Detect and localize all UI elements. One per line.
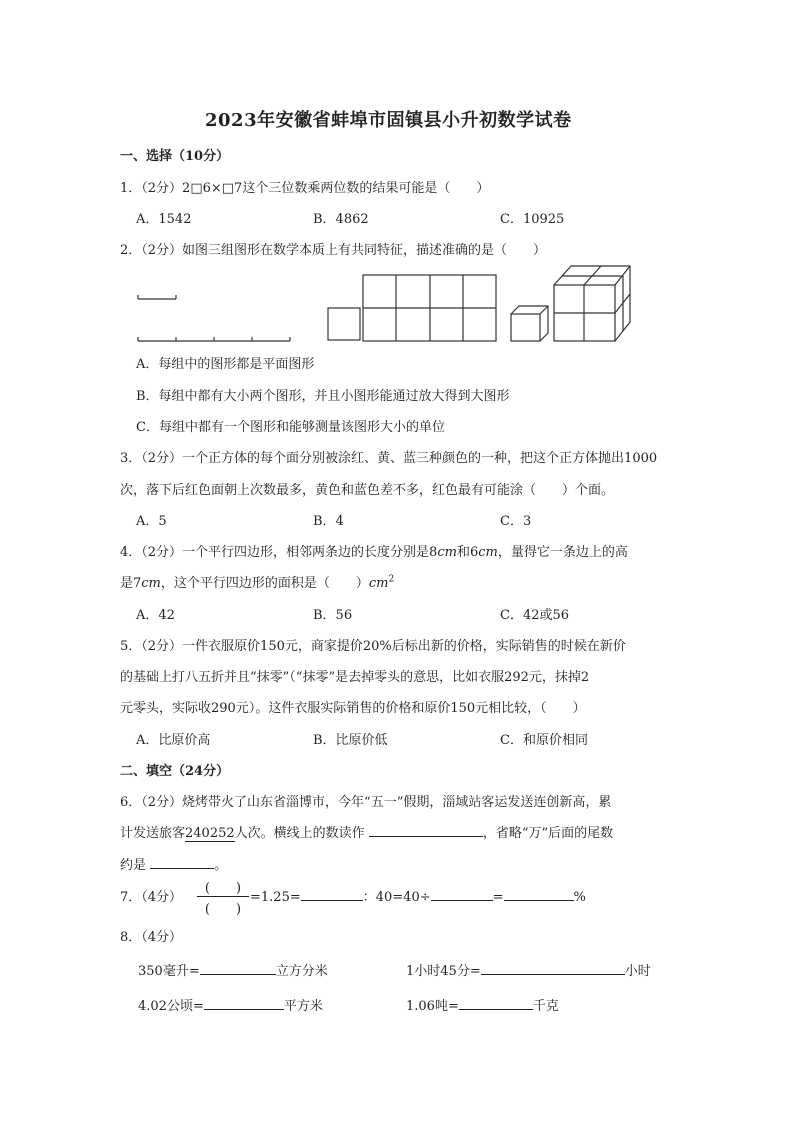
section-heading-fill: 二、填空（24分）: [120, 764, 230, 779]
question-4-line-1: 4．（2分）一个平行四边形，相邻两条边的长度分别是8cm和6cm，量得它一条边上的高: [120, 545, 628, 560]
large-cube-figure: [554, 266, 630, 341]
question-1: 1．（2分）2□6×□7这个三位数乘两位数的结果可能是（ ）: [120, 181, 490, 196]
answer-blank-ratio[interactable]: [301, 886, 363, 901]
answer-blank-approx[interactable]: [150, 854, 214, 869]
question-6-line-3: 约是 。: [120, 854, 227, 873]
q4-option-c: C．42或56: [500, 608, 570, 623]
answer-blank-kg[interactable]: [459, 995, 533, 1010]
q8-item-ml: 350毫升= 立方分米: [138, 960, 328, 979]
square-superscript: 2: [388, 574, 395, 585]
long-ruler-figure: [138, 337, 290, 341]
small-cube-figure: [511, 306, 548, 341]
question-3-line-1: 3．（2分）一个正方体的每个面分别被涂红、黄、蓝三种颜色的一种，把这个正方体抛出1000: [120, 451, 658, 466]
fraction-numerator-blank[interactable]: ( ): [204, 881, 242, 896]
q4-option-a: A．42: [136, 608, 175, 623]
q1-option-a: A．1542: [136, 212, 192, 227]
grid-rectangle-figure: [363, 275, 496, 341]
question-4-line-2: 是7cm，这个平行四边形的面积是（ ）$cm^2$: [120, 574, 395, 591]
question-8-prefix: 8．（4分）: [120, 930, 183, 945]
question-2-figure: [130, 262, 640, 346]
fraction-bar: [197, 896, 249, 897]
unit-cm: cm: [478, 545, 498, 560]
unit-cm: cm: [437, 545, 457, 560]
question-3-line-2: 次，落下后红色面朝上次数最多，黄色和蓝色差不多，红色最有可能涂（ ）个面。: [120, 483, 615, 498]
answer-blank-divisor[interactable]: [431, 886, 493, 901]
q5-option-a: A．比原价高: [136, 733, 211, 748]
question-5-line-1: 5．（2分）一件衣服原价150元，商家提价20%后标出新的价格，实际销售的时候在新价: [120, 639, 626, 654]
answer-blank-percent[interactable]: [504, 886, 574, 901]
answer-blank-hours[interactable]: [481, 960, 625, 975]
page-title: 2023年安徽省蚌埠市固镇县小升初数学试卷: [205, 110, 572, 131]
question-5-line-2: 的基础上打八五折并且“抹零”（“抹零”是去掉零头的意思，比如衣服292元，抹掉2: [120, 670, 590, 685]
q2-option-a: A．每组中的图形都是平面图形: [136, 357, 315, 372]
q3-option-b: B．4: [313, 514, 344, 529]
question-7-prefix: 7．（4分）: [120, 890, 183, 905]
q3-option-c: C．3: [500, 514, 532, 529]
answer-blank-read[interactable]: [369, 822, 483, 837]
q8-item-tons: 1.06吨= 千克: [406, 995, 559, 1014]
answer-blank-cubic-dm[interactable]: [200, 960, 276, 975]
short-ruler-figure: [138, 295, 176, 299]
question-2: 2．（2分）如图三组图形在数学本质上有共同特征，描述准确的是（ ）: [120, 243, 547, 258]
q5-option-c: C．和原价相同: [500, 733, 588, 748]
q3-option-a: A．5: [136, 514, 167, 529]
small-square-figure: [328, 308, 360, 340]
q2-option-b: B．每组中都有大小两个图形，并且小图形能通过放大得到大图形: [136, 389, 510, 404]
q8-item-hours: 1小时45分= 小时: [406, 960, 651, 979]
q1-option-c: C．10925: [500, 212, 565, 227]
unit-cm2: cm: [368, 576, 389, 591]
q1-option-b: B．4862: [313, 212, 369, 227]
question-6-line-2: 计发送旅客240252人次。横线上的数读作 ，省略“万”后面的尾数: [120, 822, 613, 841]
unit-cm: cm: [141, 576, 161, 591]
section-heading-choice: 一、选择（10分）: [120, 149, 230, 164]
answer-blank-sq-m[interactable]: [204, 995, 284, 1010]
question-6-line-1: 6．（2分）烧烤带火了山东省淄博市，今年“五一”假期，淄域站客运发送连创新高，累: [120, 795, 612, 810]
q5-option-b: B．比原价低: [313, 733, 388, 748]
underlined-number: 240252: [185, 826, 235, 841]
q8-item-hectare: 4.02公顷= 平方米: [138, 995, 323, 1014]
fraction-denominator-blank[interactable]: ( ): [204, 902, 242, 917]
question-5-line-3: 元零头，实际收290元）。这件衣服实际销售的价格和原价150元相比较，（ ）: [120, 701, 586, 716]
q2-option-c: C．每组中都有一个图形和能够测量该图形大小的单位: [136, 420, 445, 435]
q4-option-b: B．56: [313, 608, 353, 623]
question-7-equation: =1.25= ：40=40÷ = %: [250, 886, 586, 905]
